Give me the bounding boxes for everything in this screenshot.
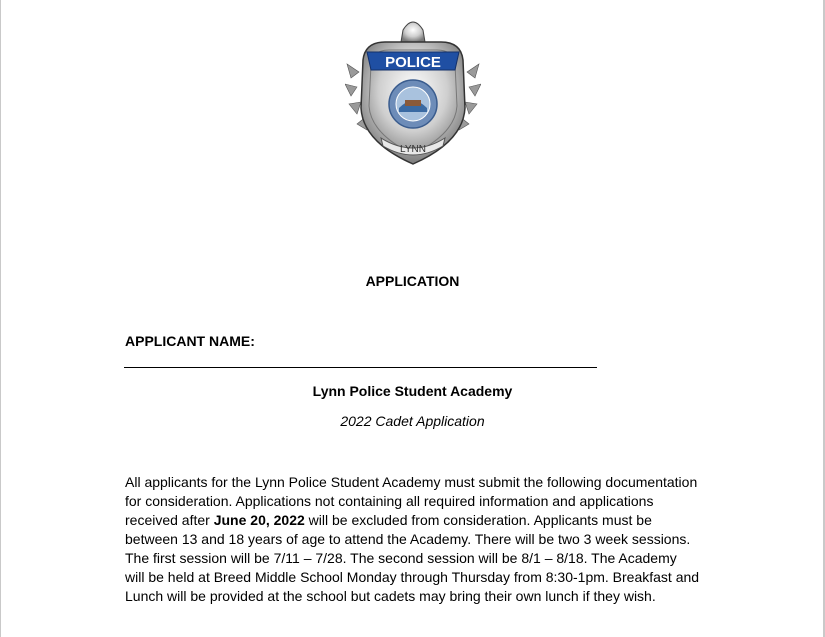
police-badge-logo (345, 12, 481, 168)
instructions-part1: All applicants for the Lynn Police Student Academy must submit the following documentation for consideration. Applications not containing all required information and applications received after (125, 474, 698, 528)
page-edge-left (0, 0, 1, 637)
application-subtitle: 2022 Cadet Application (340, 413, 485, 429)
instructions-part2: will be excluded from consideration. Applicants must be between 13 and 18 years of age to attend the Academy. There will be two 3 week sessions. The first session will be 7/11 – 7/28. The second session will be 8/1 – 8/18. The Academy will be held at Breed Middle School Monday through Thursday from 8:30-1pm. Breakfast and Lunch will be provided at the school but cadets may bring their own lunch if they wish. (125, 512, 700, 604)
badge-lynn-text: LYNN (400, 144, 426, 155)
document-title: APPLICATION (365, 273, 460, 289)
academy-name: Lynn Police Student Academy (312, 383, 513, 399)
instructions-paragraph (125, 473, 700, 606)
badge-police-text: POLICE (385, 54, 441, 71)
applicant-name-label: APPLICANT NAME: (125, 333, 255, 349)
deadline-date: June 20, 2022 (213, 512, 305, 528)
applicant-name-line (124, 367, 597, 368)
